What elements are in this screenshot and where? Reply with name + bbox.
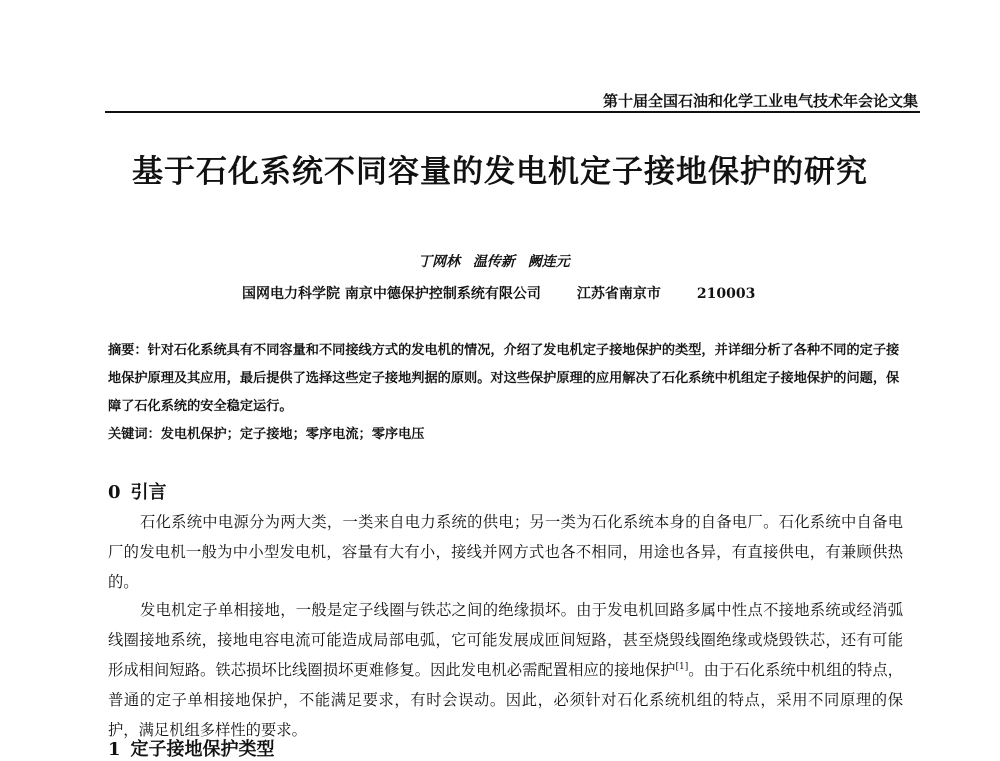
keywords-label: 关键词： [108,427,161,442]
section-title: 引言 [130,482,167,503]
keywords-text: 发电机保护；定子接地；零序电流；零序电压 [160,427,425,442]
body-paragraph: 石化系统中电源分为两大类，一类来自电力系统的供电；另一类为石化系统本身的自备电厂。石化系统中自备电厂的发电机一般为中小型发电机，容量有大有小，接线并网方式也各不相同，用途也各异，有直接供电，有兼顾供热的。 [108,513,903,591]
citation-ref: [1] [675,661,689,672]
body-paragraph [108,595,903,745]
abstract-label: 摘要： [108,343,148,358]
header-rule [105,111,920,113]
section-heading-introduction [108,478,167,504]
abstract [108,337,908,421]
section-number: 1 [108,739,121,760]
section-title: 定子接地保护类型 [130,739,275,760]
affiliation-postcode: 210003 [696,286,756,302]
paragraph-text: 发电机定子单相接地，一般是定子线圈与铁芯之间的绝缘损坏。由于发电机回路多属中性点不接地系统或经消弧线圈接地系统，接地电容电流可能造成局部电弧，它可能发展成匝间短路，甚至烧毁线圈绝缘或烧毁铁芯，还有可能形成相间短路。铁芯损坏比线圈损坏更难修复。因此发电机必需配置相应的接地保护 [108,601,903,679]
affiliation-location: 江苏省南京市 [576,286,661,302]
abstract-text: 针对石化系统具有不同容量和不同接线方式的发电机的情况，介绍了发电机定子接地保护的类型，并详细分析了各种不同的定子接地保护原理及其应用，最后提供了选择这些定子接地判据的原则。对这些保护原理的应用解决了石化系统中机组定子接地保护的问题，保障了石化系统的安全稳定运行。 [108,343,900,414]
keywords [108,423,425,442]
section-heading-stator-ground-protection-types [108,735,275,761]
paragraph-text: 。由于石化系统中机组的特点，普通的定子单相接地保护，不能满足要求，有时会误动。因此，必须针对石化系统机组的特点，采用不同原理的保护，满足机组多样性的要求。 [108,661,903,739]
author-list: 丁网林 温传新 阙连元 [418,254,570,270]
section-number: 0 [108,482,121,503]
affiliation-institution: 国网电力科学院 南京中德保护控制系统有限公司 [242,286,541,302]
running-header: 第十届全国石油和化学工业电气技术年会论文集 [602,92,918,110]
affiliation [242,283,755,303]
paper-title: 基于石化系统不同容量的发电机定子接地保护的研究 [132,154,868,190]
